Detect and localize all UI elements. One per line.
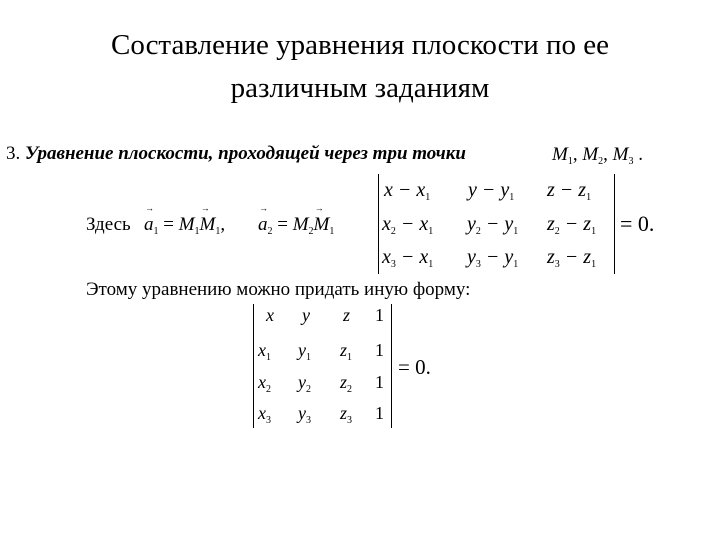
det2-r2-c4: 1: [375, 340, 384, 360]
vector-a1-end: M: [199, 214, 216, 235]
vector-a1: a: [144, 214, 154, 235]
vector-a1-end-sub: 1: [215, 226, 221, 237]
det2-r4-c3: $z_3$: [340, 403, 353, 426]
determinant-2-right-bar: [391, 304, 392, 428]
determinant-1-left-bar: [378, 174, 379, 274]
points-list: $M_1$, $M_2$, $M_3$ .: [552, 144, 643, 167]
det1-r2-c1: $x_2 - x_1$: [382, 213, 434, 237]
det2-r3-c4: 1: [375, 372, 384, 392]
det2-r3-c3: $z_2$: [340, 372, 353, 395]
slide-title-line-1: Составление уравнения плоскости по ее: [111, 29, 609, 61]
det2-r3-c1: $x_2$: [258, 372, 271, 395]
det2-r2-c3: $z_1$: [340, 340, 353, 363]
vector-a2-start: M: [292, 214, 309, 235]
section-heading: [6, 143, 466, 165]
det1-r3-c3: $z_3 - z_1$: [547, 246, 597, 270]
vector-a1-definition: → $a_1$ = → $M_1M_1$,: [144, 203, 226, 237]
point-m1: M: [552, 144, 568, 165]
det2-r4-c1: $x_3$: [258, 403, 271, 426]
determinant-1-right-bar: [614, 174, 615, 274]
vector-a2-end: M: [313, 214, 330, 235]
det2-r4-c4: 1: [375, 403, 384, 423]
point-m1-subscript: 1: [567, 156, 573, 167]
determinant-1-equals: = 0.: [620, 211, 655, 236]
other-form-text: Этому уравнению можно придать иную форму:: [86, 279, 471, 300]
det2-r1-c3: z: [343, 305, 351, 325]
det1-r2-c2: $y_2 - y_1$: [467, 213, 519, 237]
det2-r1-c1: x: [266, 305, 274, 325]
here-label: Здесь: [86, 214, 131, 235]
point-m3-subscript: 3: [628, 156, 634, 167]
section-number: 3.: [6, 143, 21, 164]
point-m3: M: [612, 144, 629, 165]
det1-r3-c1: $x_3 - x_1$: [382, 246, 434, 270]
vector-a2: a: [258, 214, 268, 235]
section-heading-text: Уравнение плоскости, проходящей через три точки: [25, 143, 466, 164]
determinant-2-equals: = 0.: [398, 355, 431, 379]
vector-a2-definition: → $a_2$ = → $M_2M_1$: [258, 203, 335, 237]
vector-a2-end-sub: 1: [329, 226, 335, 237]
vector-a2-subscript: 2: [267, 226, 273, 237]
slide-title-line-2: различным заданиям: [230, 72, 490, 104]
det2-r4-c2: $y_3$: [298, 403, 311, 426]
point-m2: M: [582, 144, 599, 165]
det1-r2-c3: $z_2 - z_1$: [547, 213, 597, 237]
det1-r3-c2: $y_3 - y_1$: [467, 246, 519, 270]
point-m2-subscript: 2: [598, 156, 604, 167]
det2-r2-c1: $x_1$: [258, 340, 271, 363]
det1-r1-c3: $z - z_1$: [547, 179, 592, 203]
vector-a2-start-sub: 2: [308, 226, 314, 237]
det2-r1-c4: 1: [375, 305, 384, 325]
det1-r1-c2: $y - y_1$: [468, 179, 515, 203]
vector-a1-start-sub: 1: [194, 226, 200, 237]
det2-r2-c2: $y_1$: [298, 340, 311, 363]
vector-a1-start: M: [178, 214, 195, 235]
det1-r1-c1: $x - x_1$: [384, 179, 431, 203]
determinant-2-left-bar: [253, 304, 254, 428]
det2-r1-c2: y: [302, 305, 310, 325]
vector-a1-subscript: 1: [153, 226, 159, 237]
det2-r3-c2: $y_2$: [298, 372, 311, 395]
